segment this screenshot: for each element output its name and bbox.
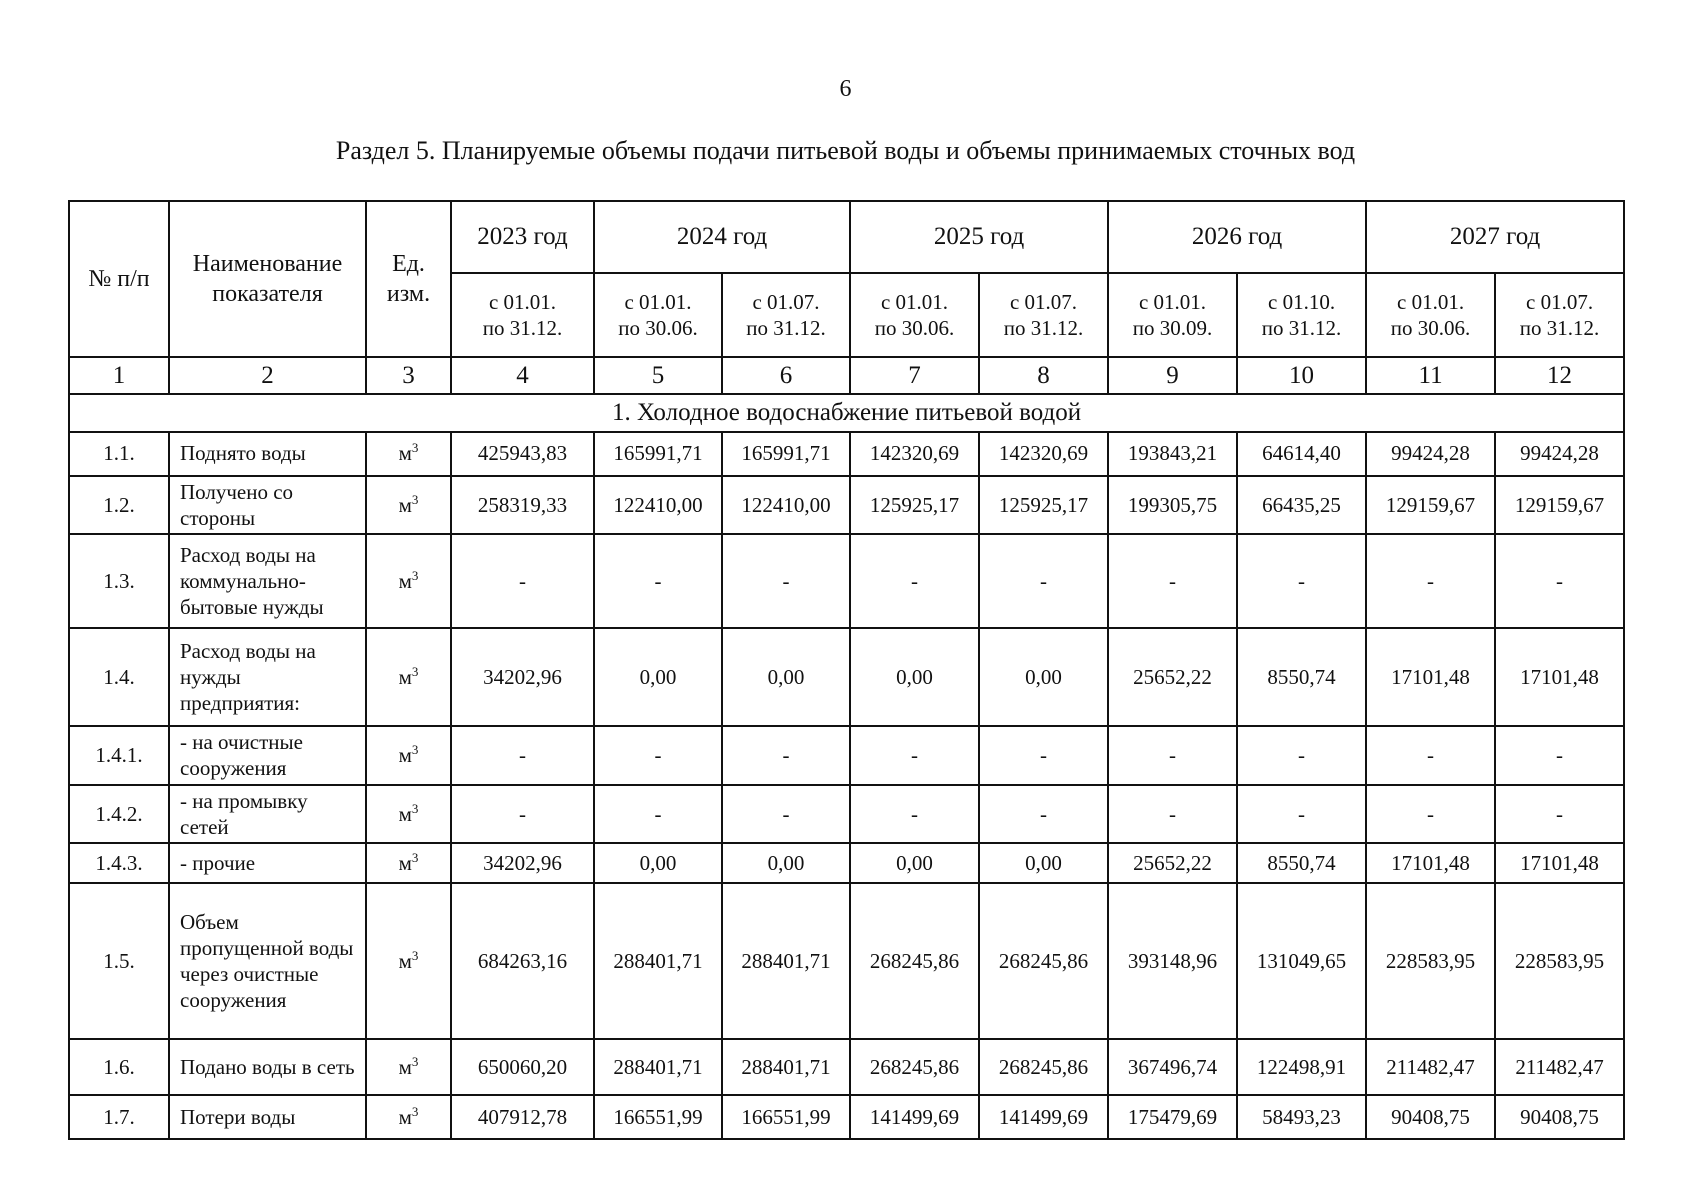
- cell-value: -: [1495, 726, 1624, 785]
- row-unit: [366, 843, 451, 883]
- cell-value: 125925,17: [850, 476, 979, 535]
- table-row: [69, 1095, 1624, 1139]
- row-unit: [366, 785, 451, 844]
- unit-exponent: 3: [411, 491, 419, 507]
- row-name: Расход воды на коммунально-бытовые нужды: [169, 534, 366, 628]
- cell-value: -: [1108, 534, 1237, 628]
- row-number: 1.4.2.: [69, 785, 169, 844]
- row-name: - на промывку сетей: [169, 785, 366, 844]
- row-unit: [366, 1039, 451, 1095]
- header-year: 2023 год: [451, 201, 594, 273]
- row-number: 1.6.: [69, 1039, 169, 1095]
- row-name: Объем пропущенной воды через очистные сооружения: [169, 883, 366, 1039]
- header-unit: Ед. изм.: [366, 201, 451, 357]
- cell-value: 17101,48: [1495, 843, 1624, 883]
- row-number: 1.5.: [69, 883, 169, 1039]
- cell-value: 268245,86: [850, 883, 979, 1039]
- header-year: 2026 год: [1108, 201, 1366, 273]
- water-volume-table: [68, 200, 1625, 1140]
- cell-value: 367496,74: [1108, 1039, 1237, 1095]
- cell-value: -: [979, 785, 1108, 844]
- row-number: 1.4.3.: [69, 843, 169, 883]
- column-number: 2: [169, 357, 366, 394]
- cell-value: 25652,22: [1108, 628, 1237, 726]
- column-number: 3: [366, 357, 451, 394]
- cell-value: 90408,75: [1366, 1095, 1495, 1139]
- header-period: [1108, 273, 1237, 357]
- cell-value: 193843,21: [1108, 432, 1237, 476]
- unit-exponent: 3: [411, 440, 419, 456]
- cell-value: 0,00: [594, 843, 722, 883]
- section-title: Раздел 5. Планируемые объемы подачи питьевой воды и объемы принимаемых сточных вод: [335, 136, 1356, 165]
- table-row: [69, 726, 1624, 785]
- section-heading-row: [69, 394, 1624, 431]
- cell-value: 684263,16: [451, 883, 594, 1039]
- row-name: Получено со стороны: [169, 476, 366, 535]
- column-number: 6: [722, 357, 850, 394]
- cell-value: 258319,33: [451, 476, 594, 535]
- cell-value: -: [1237, 785, 1366, 844]
- unit-base: м: [398, 664, 412, 689]
- cell-value: 142320,69: [979, 432, 1108, 476]
- cell-value: -: [1366, 785, 1495, 844]
- row-number: 1.1.: [69, 432, 169, 476]
- cell-value: 175479,69: [1108, 1095, 1237, 1139]
- cell-value: 288401,71: [594, 883, 722, 1039]
- row-unit: [366, 726, 451, 785]
- row-name: Потери воды: [169, 1095, 366, 1139]
- table-row: [69, 476, 1624, 535]
- cell-value: 211482,47: [1495, 1039, 1624, 1095]
- cell-value: -: [722, 534, 850, 628]
- cell-value: 17101,48: [1366, 843, 1495, 883]
- row-unit: [366, 432, 451, 476]
- cell-value: 165991,71: [594, 432, 722, 476]
- cell-value: 66435,25: [1237, 476, 1366, 535]
- cell-value: -: [1237, 726, 1366, 785]
- period-line: по 31.12.: [482, 316, 563, 340]
- column-number: 7: [850, 357, 979, 394]
- table-header: [69, 201, 1624, 394]
- cell-value: 99424,28: [1495, 432, 1624, 476]
- unit-base: м: [398, 948, 412, 973]
- header-period: [594, 273, 722, 357]
- cell-value: 141499,69: [850, 1095, 979, 1139]
- cell-value: 288401,71: [722, 1039, 850, 1095]
- unit-base: м: [398, 1104, 412, 1129]
- page-number: 6: [839, 76, 852, 102]
- cell-value: 0,00: [722, 843, 850, 883]
- cell-value: 166551,99: [594, 1095, 722, 1139]
- column-number: 11: [1366, 357, 1495, 394]
- period-line: по 30.09.: [1132, 316, 1213, 340]
- row-number: 1.4.: [69, 628, 169, 726]
- period-line: с 01.10.: [1268, 289, 1336, 314]
- unit-base: м: [398, 568, 412, 593]
- cell-value: -: [1495, 785, 1624, 844]
- cell-value: 34202,96: [451, 628, 594, 726]
- cell-value: 142320,69: [850, 432, 979, 476]
- cell-value: 166551,99: [722, 1095, 850, 1139]
- cell-value: 199305,75: [1108, 476, 1237, 535]
- cell-value: 228583,95: [1495, 883, 1624, 1039]
- table-row: [69, 534, 1624, 628]
- header-period: [1495, 273, 1624, 357]
- unit-base: м: [398, 441, 412, 466]
- cell-value: 288401,71: [594, 1039, 722, 1095]
- header-year: 2027 год: [1366, 201, 1624, 273]
- row-name: - на очистные сооружения: [169, 726, 366, 785]
- cell-value: 17101,48: [1495, 628, 1624, 726]
- cell-value: -: [1237, 534, 1366, 628]
- header-num: № п/п: [69, 201, 169, 357]
- row-unit: [366, 883, 451, 1039]
- table-row: [69, 628, 1624, 726]
- cell-value: -: [1495, 534, 1624, 628]
- unit-base: м: [398, 743, 412, 768]
- column-number: 10: [1237, 357, 1366, 394]
- period-line: с 01.07.: [1526, 289, 1594, 314]
- section-heading: 1. Холодное водоснабжение питьевой водой: [69, 394, 1624, 431]
- cell-value: 425943,83: [451, 432, 594, 476]
- table-body: [69, 394, 1624, 1139]
- cell-value: -: [594, 785, 722, 844]
- unit-exponent: 3: [411, 800, 419, 816]
- cell-value: -: [451, 726, 594, 785]
- header-name: Наименование показателя: [169, 201, 366, 357]
- cell-value: 211482,47: [1366, 1039, 1495, 1095]
- header-year: 2024 год: [594, 201, 850, 273]
- cell-value: 0,00: [979, 843, 1108, 883]
- column-number: 9: [1108, 357, 1237, 394]
- cell-value: 0,00: [594, 628, 722, 726]
- period-line: по 31.12.: [1261, 316, 1342, 340]
- period-line: с 01.01.: [1397, 289, 1465, 314]
- cell-value: 0,00: [850, 628, 979, 726]
- table-row: [69, 883, 1624, 1039]
- cell-value: 268245,86: [979, 1039, 1108, 1095]
- unit-base: м: [398, 1054, 412, 1079]
- cell-value: 407912,78: [451, 1095, 594, 1139]
- period-line: с 01.07.: [752, 289, 820, 314]
- cell-value: 268245,86: [850, 1039, 979, 1095]
- row-number: 1.7.: [69, 1095, 169, 1139]
- row-number: 1.4.1.: [69, 726, 169, 785]
- unit-exponent: 3: [411, 1053, 419, 1069]
- cell-value: -: [451, 785, 594, 844]
- header-period: [850, 273, 979, 357]
- period-line: по 31.12.: [1003, 316, 1084, 340]
- column-number: 4: [451, 357, 594, 394]
- unit-base: м: [398, 801, 412, 826]
- row-unit: [366, 476, 451, 535]
- cell-value: -: [850, 534, 979, 628]
- cell-value: 141499,69: [979, 1095, 1108, 1139]
- table-row: [69, 843, 1624, 883]
- cell-value: 228583,95: [1366, 883, 1495, 1039]
- cell-value: 0,00: [979, 628, 1108, 726]
- header-period: [451, 273, 594, 357]
- period-line: с 01.01.: [488, 289, 557, 314]
- column-number: 12: [1495, 357, 1624, 394]
- cell-value: 64614,40: [1237, 432, 1366, 476]
- unit-exponent: 3: [411, 567, 419, 583]
- cell-value: 131049,65: [1237, 883, 1366, 1039]
- row-unit: [366, 1095, 451, 1139]
- unit-base: м: [398, 492, 412, 517]
- column-number: 5: [594, 357, 722, 394]
- cell-value: 8550,74: [1237, 843, 1366, 883]
- period-line: по 31.12.: [746, 316, 826, 340]
- cell-value: -: [451, 534, 594, 628]
- cell-value: -: [1108, 726, 1237, 785]
- row-name: - прочие: [169, 843, 366, 883]
- table-row: [69, 1039, 1624, 1095]
- unit-base: м: [398, 850, 412, 875]
- period-line: с 01.01.: [1138, 289, 1207, 314]
- table-row: [69, 785, 1624, 844]
- header-period: [1237, 273, 1366, 357]
- row-name: Расход воды на нужды предприятия:: [169, 628, 366, 726]
- unit-exponent: 3: [411, 663, 419, 679]
- cell-value: 122410,00: [722, 476, 850, 535]
- period-line: с 01.01.: [880, 289, 949, 314]
- header-period: [1366, 273, 1495, 357]
- row-number: 1.3.: [69, 534, 169, 628]
- cell-value: 650060,20: [451, 1039, 594, 1095]
- unit-exponent: 3: [411, 1103, 419, 1119]
- unit-exponent: 3: [411, 849, 419, 865]
- cell-value: 0,00: [850, 843, 979, 883]
- table-row: [69, 432, 1624, 476]
- cell-value: 393148,96: [1108, 883, 1237, 1039]
- period-line: по 30.06.: [1390, 316, 1471, 340]
- period-line: с 01.01.: [624, 289, 692, 314]
- cell-value: 8550,74: [1237, 628, 1366, 726]
- unit-exponent: 3: [411, 947, 419, 963]
- row-name: Подано воды в сеть: [169, 1039, 366, 1095]
- cell-value: 122498,91: [1237, 1039, 1366, 1095]
- cell-value: -: [1108, 785, 1237, 844]
- cell-value: 125925,17: [979, 476, 1108, 535]
- cell-value: -: [722, 726, 850, 785]
- cell-value: -: [850, 785, 979, 844]
- cell-value: 122410,00: [594, 476, 722, 535]
- cell-value: -: [1366, 534, 1495, 628]
- period-line: по 31.12.: [1519, 316, 1600, 340]
- header-year: 2025 год: [850, 201, 1108, 273]
- cell-value: -: [722, 785, 850, 844]
- cell-value: 165991,71: [722, 432, 850, 476]
- period-line: с 01.07.: [1009, 289, 1078, 314]
- cell-value: 58493,23: [1237, 1095, 1366, 1139]
- header-period: [722, 273, 850, 357]
- cell-value: 268245,86: [979, 883, 1108, 1039]
- cell-value: -: [979, 726, 1108, 785]
- cell-value: -: [850, 726, 979, 785]
- cell-value: -: [594, 534, 722, 628]
- column-number: 8: [979, 357, 1108, 394]
- cell-value: 99424,28: [1366, 432, 1495, 476]
- cell-value: 90408,75: [1495, 1095, 1624, 1139]
- cell-value: 288401,71: [722, 883, 850, 1039]
- header-period: [979, 273, 1108, 357]
- cell-value: 129159,67: [1366, 476, 1495, 535]
- row-number: 1.2.: [69, 476, 169, 535]
- cell-value: -: [1366, 726, 1495, 785]
- unit-exponent: 3: [411, 742, 419, 758]
- cell-value: 17101,48: [1366, 628, 1495, 726]
- cell-value: 34202,96: [451, 843, 594, 883]
- cell-value: -: [979, 534, 1108, 628]
- row-unit: [366, 628, 451, 726]
- cell-value: -: [594, 726, 722, 785]
- period-line: по 30.06.: [874, 316, 955, 340]
- cell-value: 0,00: [722, 628, 850, 726]
- cell-value: 25652,22: [1108, 843, 1237, 883]
- cell-value: 129159,67: [1495, 476, 1624, 535]
- row-name: Поднято воды: [169, 432, 366, 476]
- column-number: 1: [69, 357, 169, 394]
- row-unit: [366, 534, 451, 628]
- period-line: по 30.06.: [618, 316, 698, 340]
